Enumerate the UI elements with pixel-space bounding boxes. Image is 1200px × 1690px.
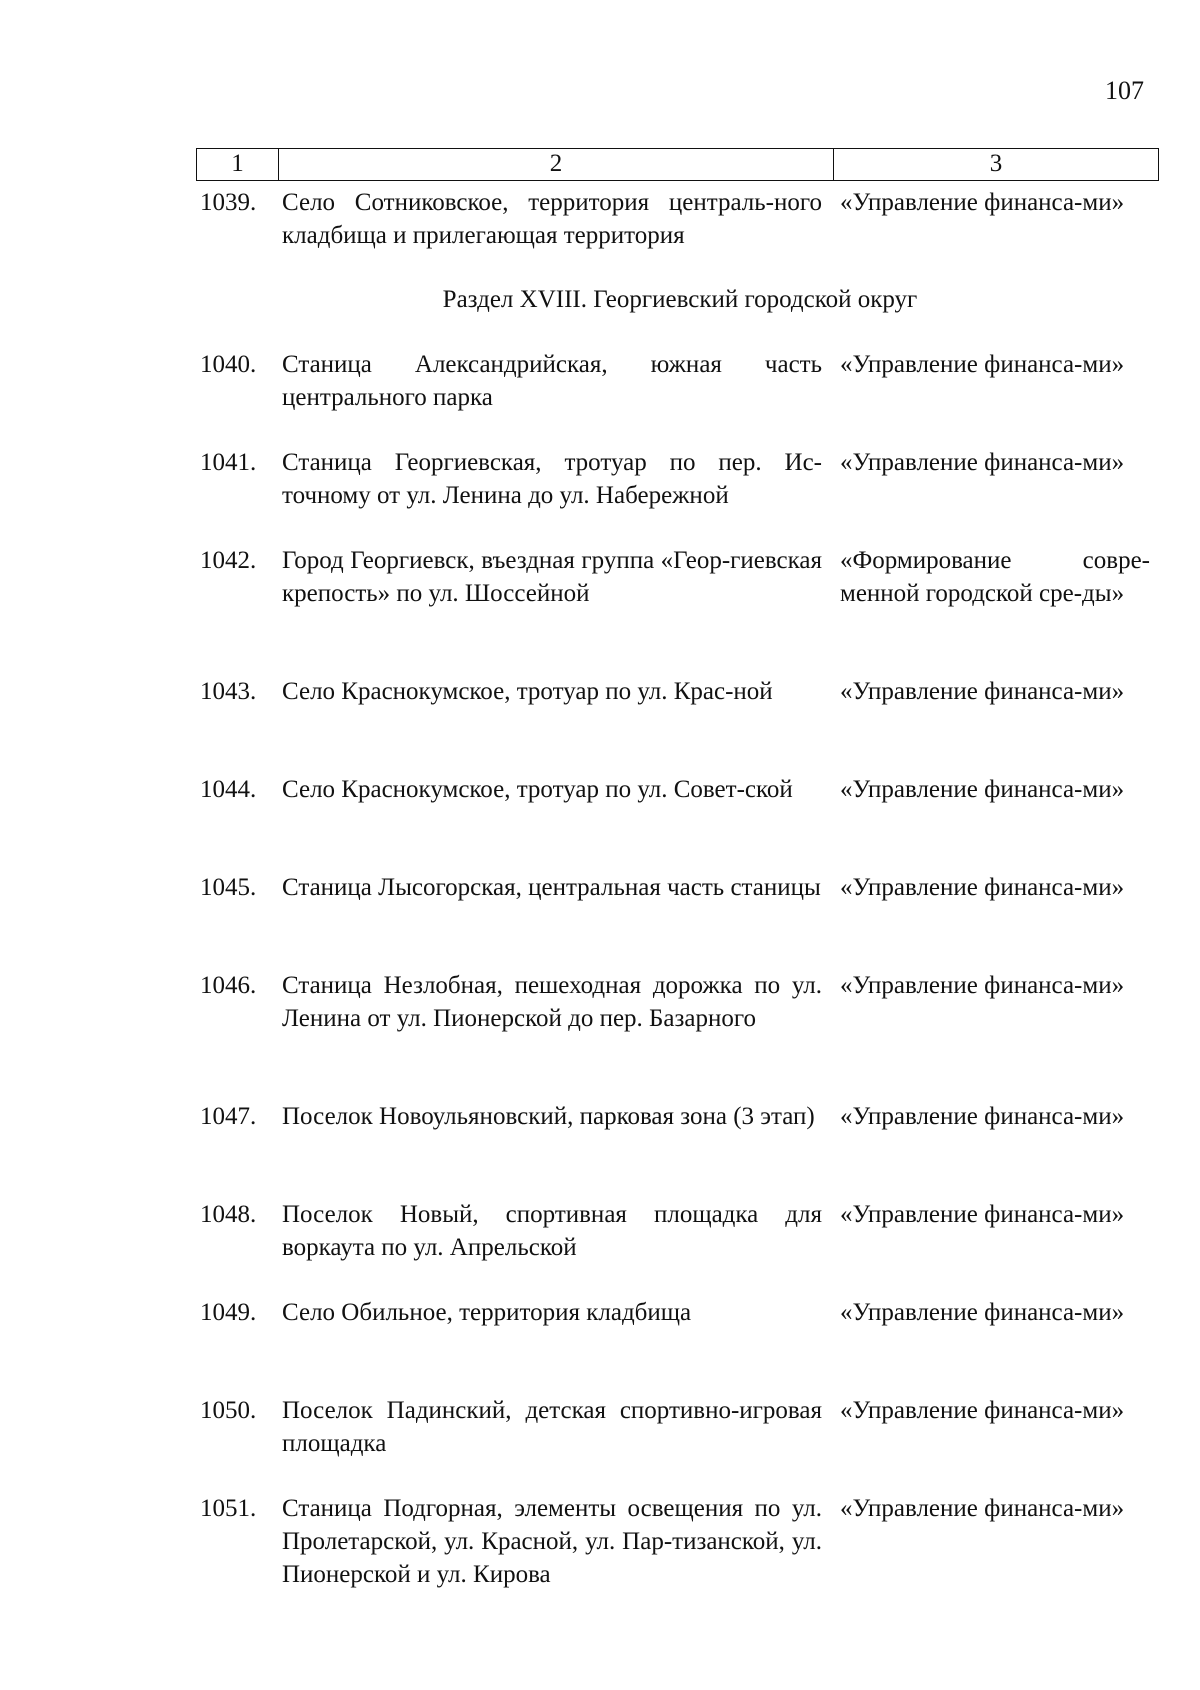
row-program: «Управление финанса-ми» (840, 1103, 1125, 1130)
row-number: 1044. (200, 776, 257, 803)
row-program: «Управление финанса-ми» (840, 678, 1125, 705)
section-title: Раздел XVIII. Георгиевский городской округ (442, 286, 918, 313)
row-description: Поселок Падинский, детская спортивно-игровая площадка (282, 1397, 822, 1457)
row-number: 1040. (200, 351, 257, 378)
row-description: Город Георгиевск, въездная группа «Геор-гиевская крепость» по ул. Шоссейной (282, 547, 822, 607)
row-description: Поселок Новый, спортивная площадка для воркаута по ул. Апрельской (282, 1201, 822, 1261)
row-program: «Управление финанса-ми» (840, 449, 1125, 476)
row-program: «Управление финанса-ми» (840, 1201, 1125, 1228)
row-program: «Управление финанса-ми» (840, 972, 1125, 999)
row-number: 1051. (200, 1495, 257, 1522)
row-program: «Управление финанса-ми» (840, 351, 1125, 378)
table-header (196, 148, 1159, 181)
row-number: 1049. (200, 1299, 257, 1326)
row-number: 1042. (200, 547, 257, 574)
row-number: 1041. (200, 449, 257, 476)
row-program: «Управление финанса-ми» (840, 776, 1125, 803)
row-number: 1048. (200, 1201, 257, 1228)
row-program: «Управление финанса-ми» (840, 1495, 1125, 1522)
row-program: «Управление финанса-ми» (840, 1299, 1125, 1326)
row-number: 1045. (200, 874, 257, 901)
header-col-2: 2 (279, 149, 834, 180)
row-description: Станица Подгорная, элементы освещения по ул. Пролетарской, ул. Красной, ул. Пар-тизанской, ул. Пионерской и ул. Кирова (282, 1495, 822, 1588)
row-description: Село Обильное, территория кладбища (282, 1299, 692, 1326)
row-description: Станица Незлобная, пешеходная дорожка по ул. Ленина от ул. Пионерской до пер. Базарного (282, 972, 822, 1032)
row-description: Село Краснокумское, тротуар по ул. Крас-ной (282, 678, 773, 705)
page-number: 107 (1105, 76, 1144, 105)
row-number: 1046. (200, 972, 257, 999)
row-program: «Управление финанса-ми» (840, 874, 1125, 901)
row-description: Село Краснокумское, тротуар по ул. Совет-ской (282, 776, 793, 803)
row-description: Станица Александрийская, южная часть центрального парка (282, 351, 822, 411)
row-program: «Управление финанса-ми» (840, 1397, 1125, 1424)
row-number: 1050. (200, 1397, 257, 1424)
row-number: 1039. (200, 189, 257, 216)
header-col-1: 1 (197, 149, 279, 180)
header-col-3: 3 (989, 150, 1003, 177)
row-program: «Формирование совре-менной городской сре-ды» (840, 547, 1150, 607)
row-number: 1043. (200, 678, 257, 705)
row-description: Поселок Новоульяновский, парковая зона (3 этап) (282, 1103, 815, 1130)
row-number: 1047. (200, 1103, 257, 1130)
row-description: Станица Лысогорская, центральная часть станицы (282, 874, 821, 901)
row-description: Село Сотниковское, территория централь-ного кладбища и прилегающая территория (282, 189, 822, 249)
row-description: Станица Георгиевская, тротуар по пер. Ис-точному от ул. Ленина до ул. Набережной (282, 449, 822, 509)
row-program: «Управление финанса-ми» (840, 189, 1125, 216)
